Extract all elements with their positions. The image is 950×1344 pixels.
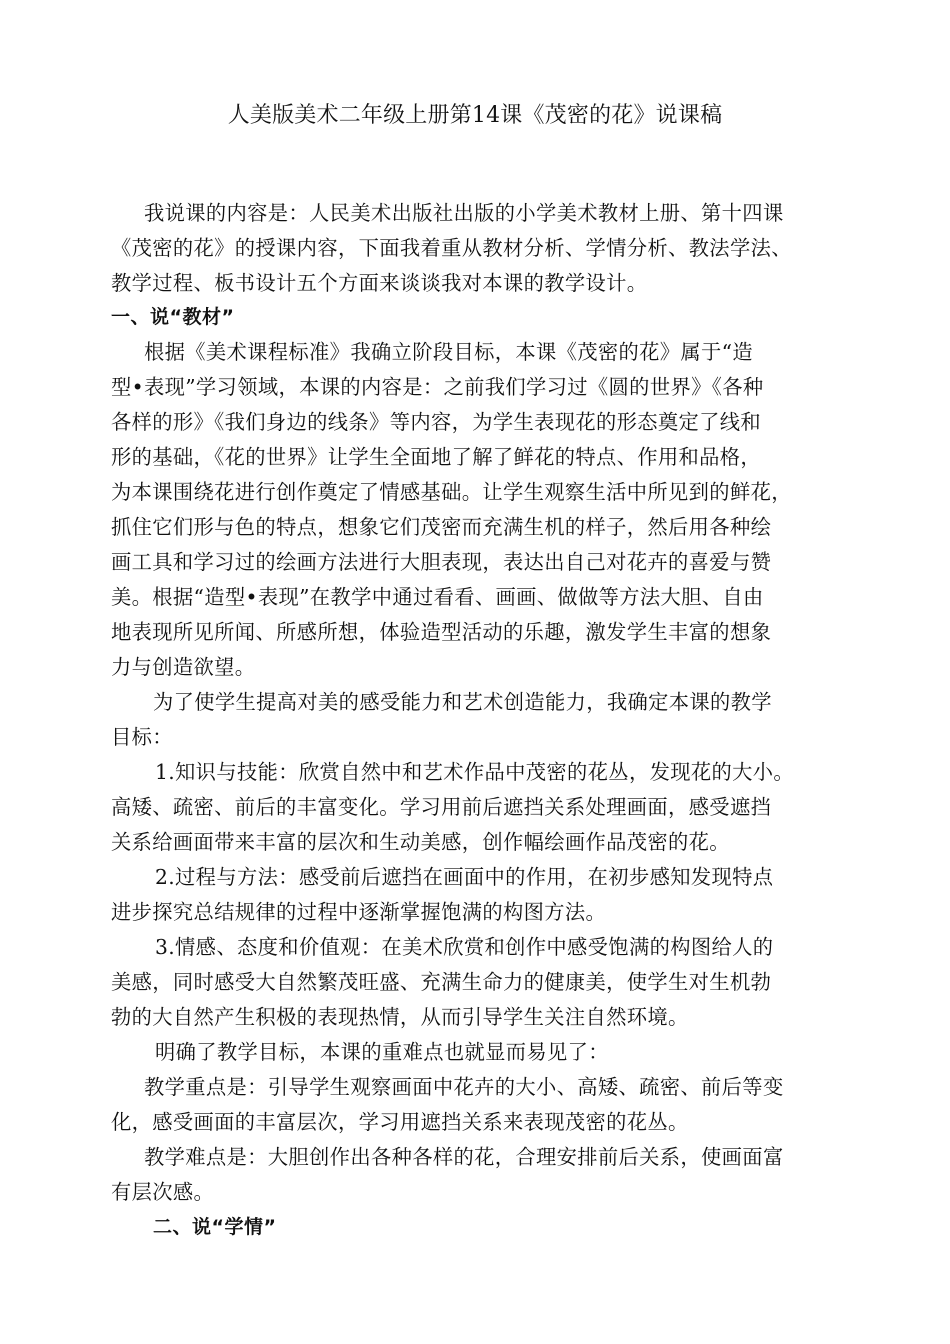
paragraph-line: 1.知识与技能：欣赏自然中和艺术作品中茂密的花丛，发现花的大小。 [155,760,794,784]
document-title: 人美版美术二年级上册第14课《茂密的花》说课稿 [227,103,723,128]
paragraph-line: 进步探究总结规律的过程中逐渐掌握饱满的构图方法。 [111,900,607,924]
paragraph-line: 形的基础，《花的世界》让学生全面地了解了鲜花的特点、作用和品格， [111,445,762,469]
paragraph-line: 目标： [111,725,173,749]
paragraph-line: 为本课围绕花进行创作奠定了情感基础。让学生观察生活中所见到的鲜花， [111,480,792,504]
paragraph-line: 画工具和学习过的绘画方法进行大胆表现，表达出自己对花卉的喜爱与赞 [111,550,772,574]
paragraph-line: 2.过程与方法：感受前后遮挡在画面中的作用，在初步感知发现特点 [155,865,774,889]
paragraph-line: 有层次感。 [111,1180,215,1204]
paragraph-line: 美。根据“造型•表现”在教学中通过看看、画画、做做等方法大胆、自由 [111,585,764,609]
paragraph-line: 教学难点是：大胆创作出各种各样的花，合理安排前后关系，使画面富 [144,1145,784,1169]
paragraph-line: 我说课的内容是：人民美术出版社出版的小学美术教材上册、第十四课 [144,201,784,225]
paragraph-line: 抓住它们形与色的特点，想象它们茂密而充满生机的样子，然后用各种绘 [111,515,772,539]
paragraph-line: 力与创造欲望。 [111,655,256,679]
paragraph-line: 地表现所见所闻、所感所想，体验造型活动的乐趣，激发学生丰富的想象 [111,620,772,644]
paragraph-line: 明确了教学目标，本课的重难点也就显而易见了： [155,1040,609,1064]
paragraph-line: 为了使学生提高对美的感受能力和艺术创造能力，我确定本课的教学 [153,690,772,714]
paragraph-line: 根据《美术课程标准》我确立阶段目标，本课《茂密的花》属于“造 [144,340,754,364]
paragraph-line: 化，感受画面的丰富层次，学习用遮挡关系来表现茂密的花丛。 [111,1110,689,1134]
paragraph-line: 高矮、疏密、前后的丰富变化。学习用前后遮挡关系处理画面，感受遮挡 [111,795,772,819]
paragraph-line: 各样的形》《我们身边的线条》等内容，为学生表现花的形态奠定了线和 [111,410,762,434]
section-heading-students: 二、说“学情” [153,1216,277,1238]
paragraph-line: 关系给画面带来丰富的层次和生动美感，创作幅绘画作品茂密的花。 [111,830,730,854]
paragraph-line: 教学过程、板书设计五个方面来谈谈我对本课的教学设计。 [111,271,648,295]
paragraph-line: 勃的大自然产生积极的表现热情，从而引导学生关注自然环境。 [111,1005,689,1029]
paragraph-line: 3.情感、态度和价值观：在美术欣赏和创作中感受饱满的构图给人的 [155,935,774,959]
paragraph-line: 美感，同时感受大自然繁茂旺盛、充满生命力的健康美，使学生对生机勃 [111,970,772,994]
paragraph-line: 《茂密的花》的授课内容，下面我着重从教材分析、学情分析、教法学法、 [111,236,792,260]
paragraph-line: 教学重点是：引导学生观察画面中花卉的大小、高矮、疏密、前后等变 [144,1075,784,1099]
section-heading-textbook: 一、说“教材” [111,306,235,328]
paragraph-line: 型•表现”学习领域，本课的内容是：之前我们学习过《圆的世界》《各种 [111,375,764,399]
